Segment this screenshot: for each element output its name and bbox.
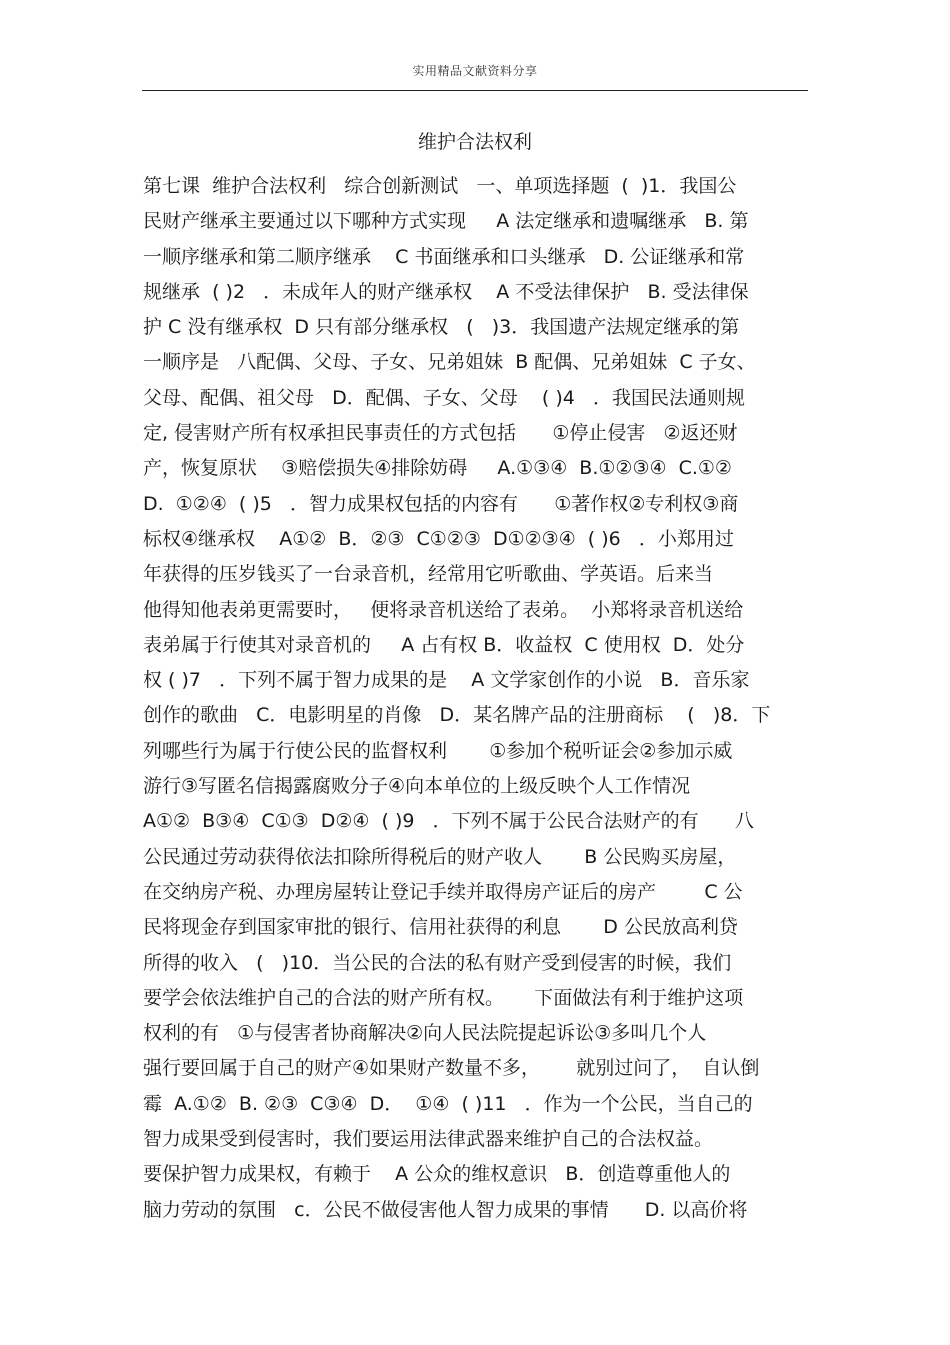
body-line: 创作的歌曲 C．电影明星的肖像 D．某名牌产品的注册商标 ( )8．下	[143, 704, 771, 727]
body-line: 所得的收入 ( )10．当公民的合法的私有财产受到侵害的时候，我们	[143, 951, 732, 974]
body-line: 智力成果受到侵害时，我们要运用法律武器来维护自己的合法权益。	[143, 1128, 714, 1151]
body-line: 规继承 ( )2 ．未成年人的财产继承权 A 不受法律保护 B. 受法律保	[143, 280, 749, 303]
body-line: 公民通过劳动获得依法扣除所得税后的财产收人 B 公民购买房屋，	[143, 845, 737, 868]
body-line: 脑力劳动的氛围 c．公民不做侵害他人智力成果的事情 D. 以高价将	[143, 1198, 748, 1221]
body-line: 要保护智力成果权，有赖于 A 公众的维权意识 B．创造尊重他人的	[143, 1163, 731, 1186]
document-title: 维护合法权利	[417, 131, 532, 153]
body-line: 定, 侵害财产所有权承担民事责任的方式包括 ①停止侵害 ②返还财	[143, 422, 738, 445]
body-line: A①② B③④ C①③ D②④ ( )9 ．下列不属于公民合法财产的有 八	[143, 810, 754, 833]
body-line: 霉 A.①② B. ②③ C③④ D． ①④ ( )11 ．作为一个公民，当自己的	[143, 1092, 753, 1115]
body-line: 护 C 没有继承权 D 只有部分继承权 ( )3．我国遗产法规定继承的第	[143, 316, 740, 339]
body-line: 列哪些行为属于行使公民的监督权利 ①参加个税听证会②参加示威	[143, 739, 733, 762]
body-line: 权利的有 ①与侵害者协商解决②向人民法院提起诉讼③多叫几个人	[143, 1022, 707, 1045]
header-divider	[142, 90, 808, 91]
body-line: 在交纳房产税、办理房屋转让登记手续并取得房产证后的房产 C 公	[143, 880, 743, 903]
body-line: 他得知他表弟更需要时， 便将录音机送给了表弟。 小郑将录音机送给	[143, 598, 744, 621]
body-line: 民将现金存到国家审批的银行、信用社获得的利息 D 公民放高利贷	[143, 916, 738, 939]
page-header: 实用精品文献资料分享	[412, 64, 538, 78]
body-line: 一顺序继承和第二顺序继承 C 书面继承和口头继承 D. 公证继承和常	[143, 245, 745, 268]
body-line: 要学会依法维护自己的合法的财产所有权。 下面做法有利于维护这项	[143, 986, 744, 1009]
body-line: 标权④继承权 A①② B．②③ C①②③ D①②③④ ( )6 ．小郑用过	[143, 527, 734, 550]
body-line: 游行③写匿名信揭露腐败分子④向本单位的上级反映个人工作情况	[143, 775, 691, 798]
body-line: 表弟属于行使其对录音机的 A 占有权 B．收益权 C 使用权 D．处分	[143, 633, 745, 656]
body-line: 权 ( )7 ．下列不属于智力成果的是 A 文学家创作的小说 B．音乐家	[143, 669, 750, 692]
body-line: 产，恢复原状 ③赔偿损失④排除妨碍 A.①③④ B.①②③④ C.①②	[143, 457, 732, 480]
body-line: 强行要回属于自己的财产④如果财产数量不多， 就别过问了， 自认倒	[143, 1057, 760, 1080]
body-line: 年获得的压岁钱买了一台录音机，经常用它听歌曲、学英语。后来当	[143, 563, 714, 586]
body-line: 民财产继承主要通过以下哪种方式实现 A 法定继承和遗嘱继承 B. 第	[143, 210, 749, 233]
body-line: 父母、配偶、祖父母 D．配偶、子女、父母 ( )4 ．我国民法通则规	[143, 386, 745, 409]
body-line: 一顺序是 八配偶、父母、子女、兄弟姐妹 B 配偶、兄弟姐妹 C 子女、	[143, 351, 756, 374]
body-line: D. ①②④ ( )5 ．智力成果权包括的内容有 ①著作权②专利权③商	[143, 492, 739, 515]
document-body	[143, 169, 809, 1228]
body-line: 第七课 维护合法权利 综合创新测试 一、单项选择题 ( )1．我国公	[143, 175, 737, 197]
